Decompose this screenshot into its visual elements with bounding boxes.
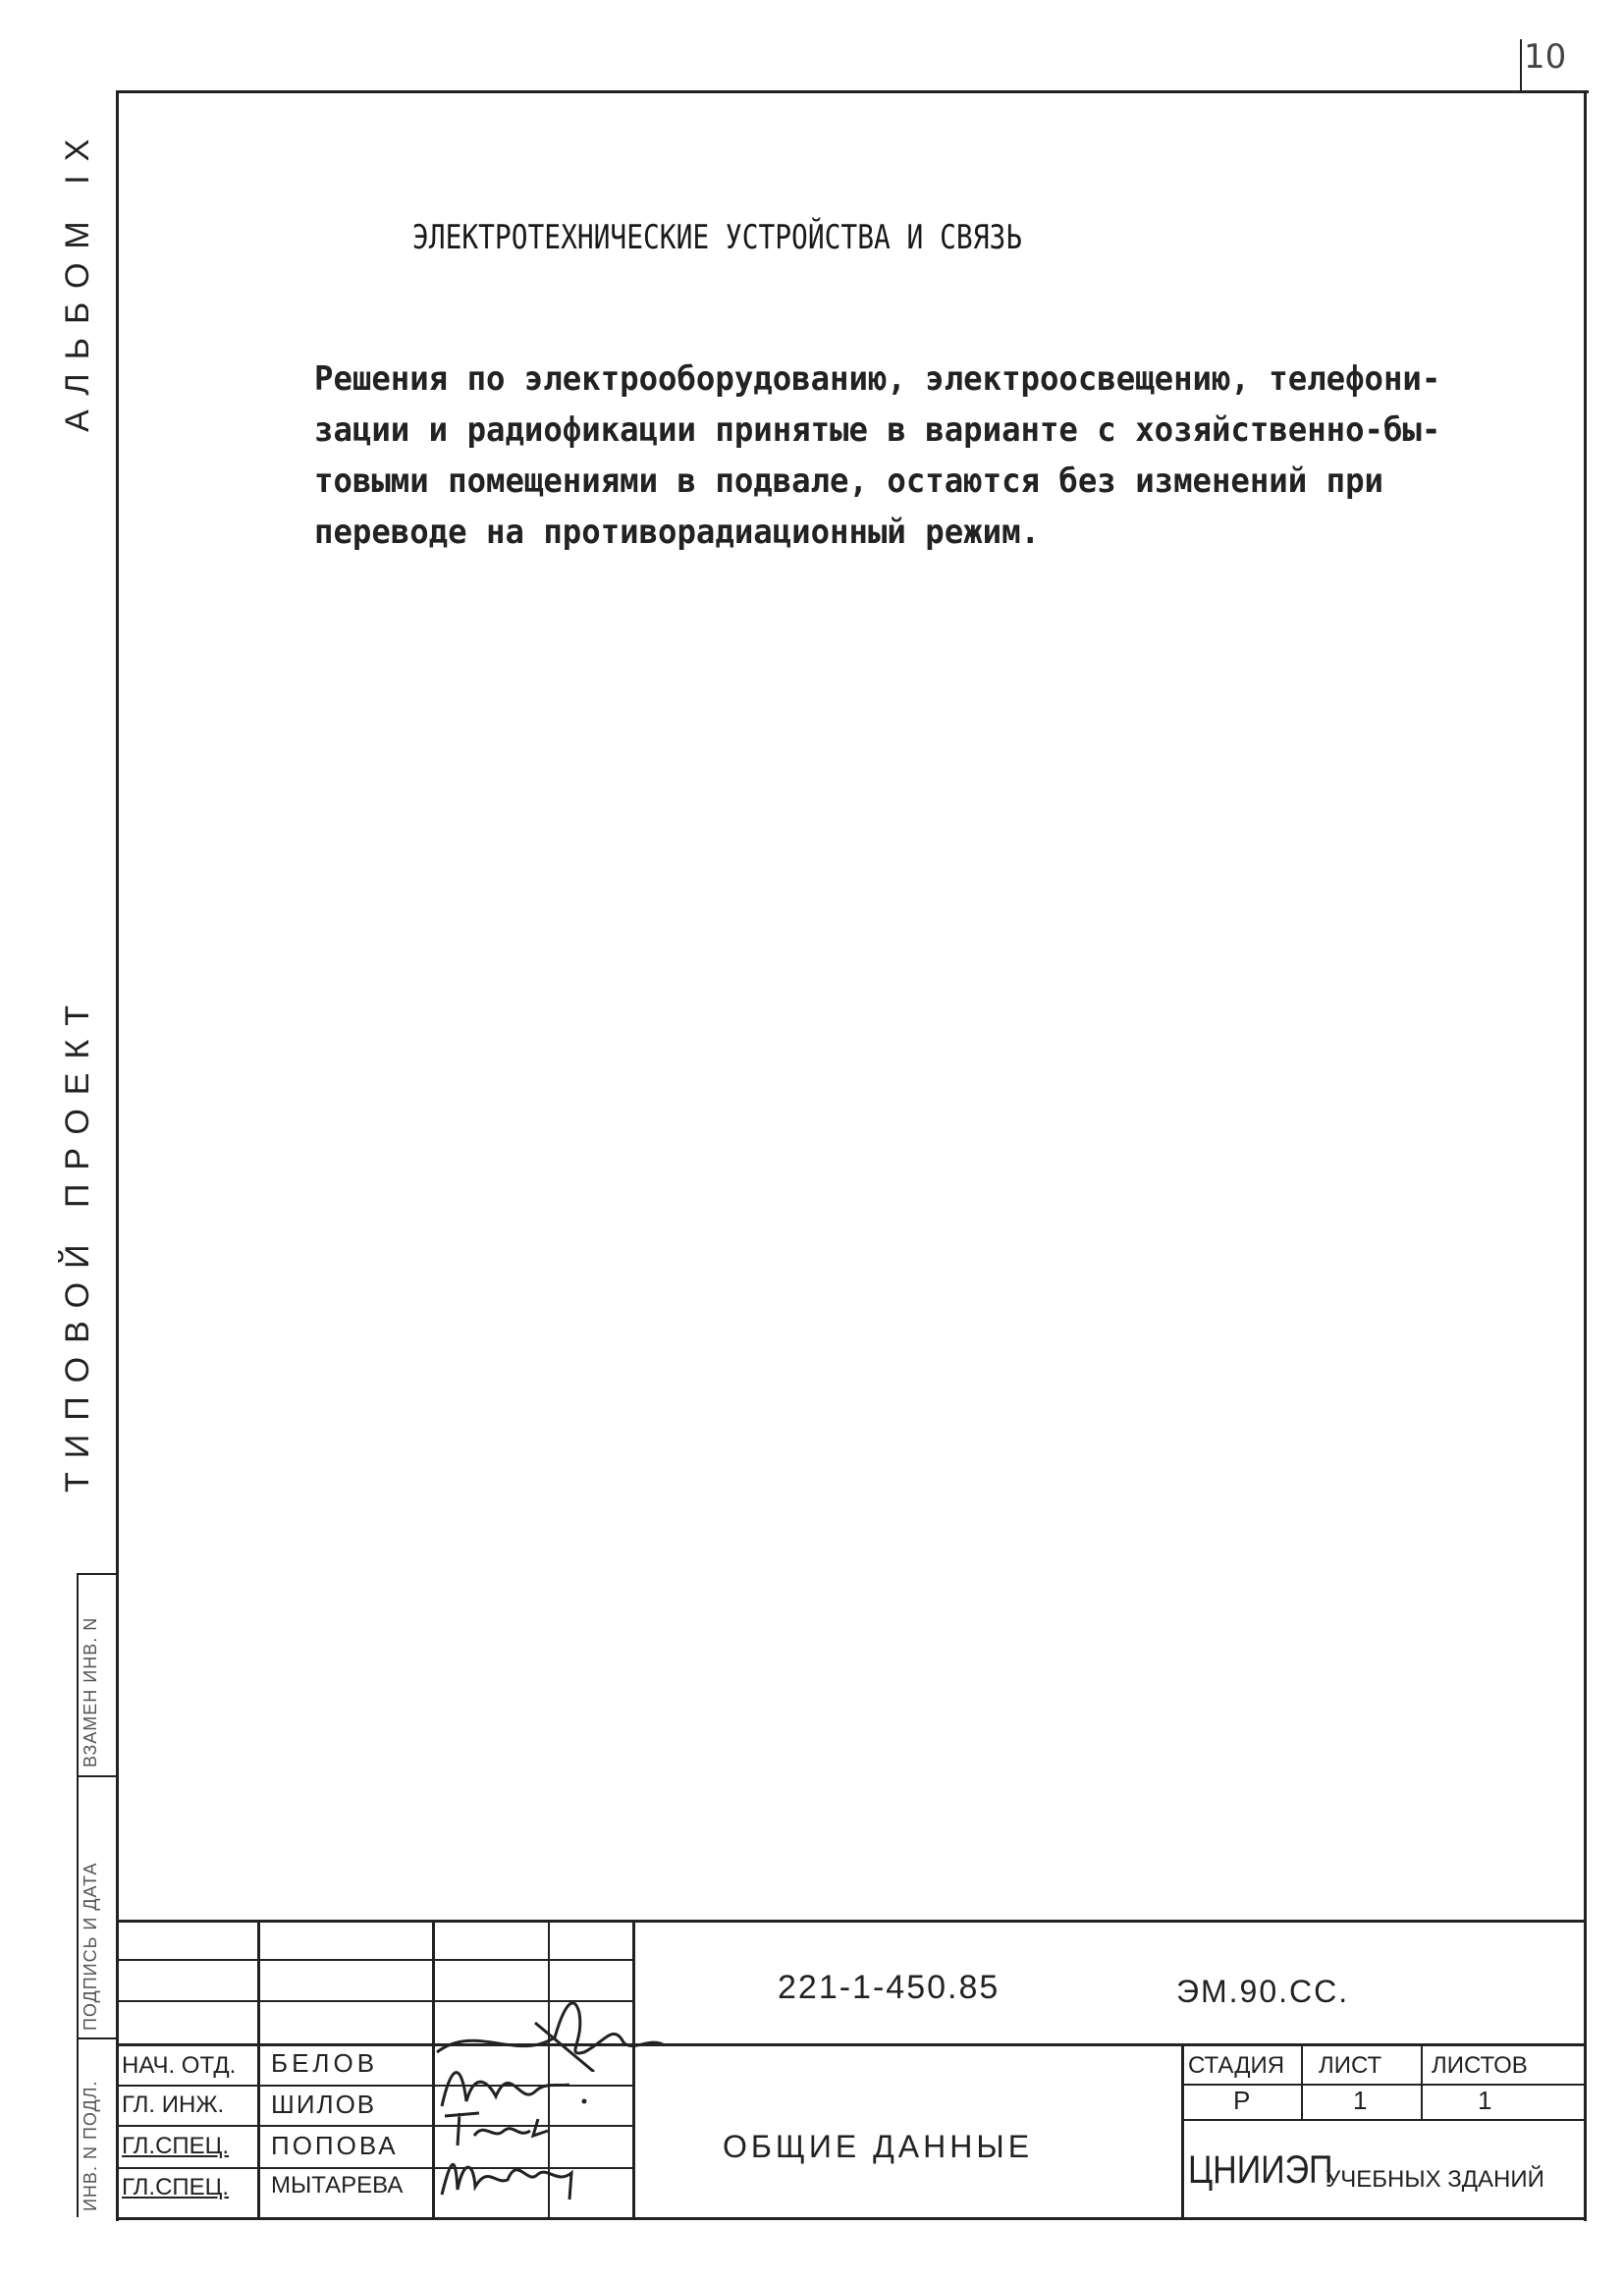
organization-abbr: ЦНИИЭП xyxy=(1188,2148,1333,2192)
page-number-tick xyxy=(1520,39,1522,93)
value-sheets: 1 xyxy=(1478,2086,1492,2115)
tb-right-row-2 xyxy=(1183,2119,1586,2121)
header-stage: СТАДИЯ xyxy=(1188,2052,1285,2079)
margin-stamp-sign: ПОДПИСЬ И ДАТА xyxy=(81,1862,100,2031)
margin-stamp-inv: ИНВ. N ПОДЛ. xyxy=(81,2080,100,2211)
document-title: ЭЛЕКТРОТЕХНИЧЕСКИЕ УСТРОЙСТВА И СВЯЗЬ xyxy=(412,218,1023,257)
header-sheets: ЛИСТОВ xyxy=(1432,2052,1528,2079)
name-4: МЫТАРЕВА xyxy=(271,2172,404,2199)
margin-project: ТИПОВОЙ ПРОЕКТ xyxy=(59,991,96,1493)
name-1: БЕЛОВ xyxy=(271,2048,379,2078)
signature-mytareva xyxy=(434,2145,591,2204)
margin-stamp-left xyxy=(77,1573,79,2217)
margin-stamp-line-3 xyxy=(77,2037,118,2039)
document-paragraph: Решения по электрооборудованию, электроосвещению, телефони- зации и радиофикации принятые в варианте с хозяйственно-бы- товыми помещениями в подвале, остаются без изменений при переводе на противорадиационный режим. xyxy=(314,359,1441,552)
frame-bottom xyxy=(116,2217,1587,2220)
tb-col-5 xyxy=(1181,2043,1184,2219)
tb-row-3 xyxy=(116,2043,1587,2046)
drawing-code: ЭМ.90.СС. xyxy=(1176,1974,1350,2009)
tb-col-6 xyxy=(1301,2043,1303,2120)
margin-stamp-line-1 xyxy=(77,1573,118,1575)
role-4: ГЛ.СПЕЦ. xyxy=(122,2174,230,2200)
organization-rest: УЧЕБНЫХ ЗДАНИЙ xyxy=(1326,2166,1544,2193)
tb-col-1 xyxy=(257,1920,260,2219)
tb-row-1 xyxy=(116,1959,634,1961)
signature-popova xyxy=(440,2101,558,2150)
sheet-title: ОБЩИЕ ДАННЫЕ xyxy=(723,2129,1034,2164)
header-sheet: ЛИСТ xyxy=(1319,2052,1382,2079)
project-code: 221-1-450.85 xyxy=(778,1969,1001,2006)
page-number: 10 xyxy=(1524,37,1567,77)
name-3: ПОПОВА xyxy=(271,2131,399,2160)
frame-top xyxy=(116,90,1589,93)
role-1: НАЧ. ОТД. xyxy=(122,2052,237,2079)
frame-right xyxy=(1584,90,1587,2221)
margin-stamp-line-2 xyxy=(77,1775,118,1777)
role-3: ГЛ.СПЕЦ. xyxy=(122,2133,230,2159)
role-2: ГЛ. ИНЖ. xyxy=(122,2091,225,2118)
name-2: ШИЛОВ xyxy=(271,2090,377,2119)
tb-top xyxy=(116,1920,1587,1923)
value-stage: Р xyxy=(1233,2086,1251,2115)
margin-album: АЛЬБОМ IX xyxy=(59,125,96,432)
tb-col-7 xyxy=(1421,2043,1423,2120)
frame-left xyxy=(116,90,119,2221)
value-sheet: 1 xyxy=(1353,2086,1368,2115)
margin-stamp-swap: ВЗАМЕН ИНВ. N xyxy=(81,1616,100,1767)
